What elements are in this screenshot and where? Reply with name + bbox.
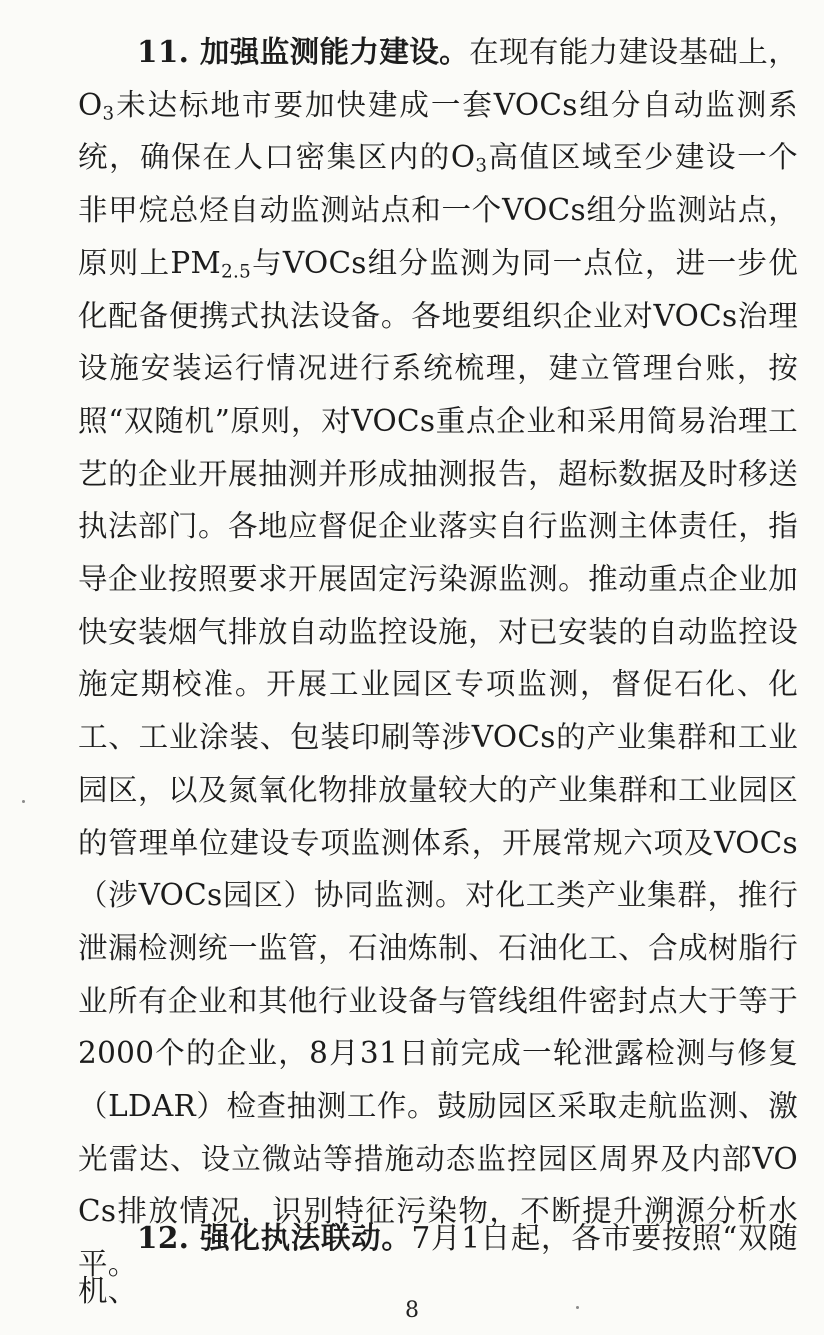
text-run: 7月1日起，各市要按照“双随机、 (78, 1221, 798, 1308)
subscript: 2.5 (221, 261, 252, 283)
paragraph-11 (78, 26, 798, 1291)
paragraph-body (78, 35, 798, 1281)
text-run: 在现有能力建设基础上，O (78, 35, 798, 122)
scan-speck (22, 800, 25, 803)
text-run: 未达标地市要加快建成一套VOCs组分自动监测系统，确保在人口密集区内的O (78, 87, 798, 175)
text-run: 高值区域至少建设一个非甲烷总烃自动监测站点和一个VOCs组分监测站点，原则上PM (78, 140, 798, 280)
scan-speck (576, 1306, 579, 1309)
paragraph-heading: 11. 加强监测能力建设。 (137, 34, 470, 69)
subscript: 3 (102, 103, 115, 125)
subscript: 3 (475, 155, 488, 177)
text-run: 与VOCs组分监测为同一点位，进一步优化配备便携式执法设备。各地要组织企业对VOCs治理设施安装运行情况进行系统梳理，建立管理台账，按照“双随机”原则，对VOCs重点企业和采用简易治理工艺的企业开展抽测并形成抽测报告，超标数据及时移送执法部门。各地应督促企业落实自行监测主体责任，指导企业按照要求开展固定污染源监测。推动重点企业加快安装烟气排放自动监控设施，对已安装的自动监控设施定期校准。开展工业园区专项监测，督促石化、化工、工业涂装、包装印刷等涉VOCs的产业集群和工业园区，以及氮氧化物排放量较大的产业集群和工业园区的管理单位建设专项监测体系，开展常规六项及VOCs（涉VOCs园区）协同监测。对化工类产业集群，推行泄漏检测统一监管，石油炼制、石油化工、合成树脂行业所有企业和其他行业设备与管线组件密封点大于等于2000个的企业，8月31日前完成一轮泄露检测与修复（LDAR）检查抽测工作。鼓励园区采取走航监测、激光雷达、设立微站等措施动态监控园区周界及内部VOCs排放情况，识别特征污染物，不断提升溯源分析水平。 (78, 245, 798, 1282)
page-number: 8 (405, 1298, 419, 1323)
paragraph-heading: 12. 强化执法联动。 (137, 1220, 412, 1255)
